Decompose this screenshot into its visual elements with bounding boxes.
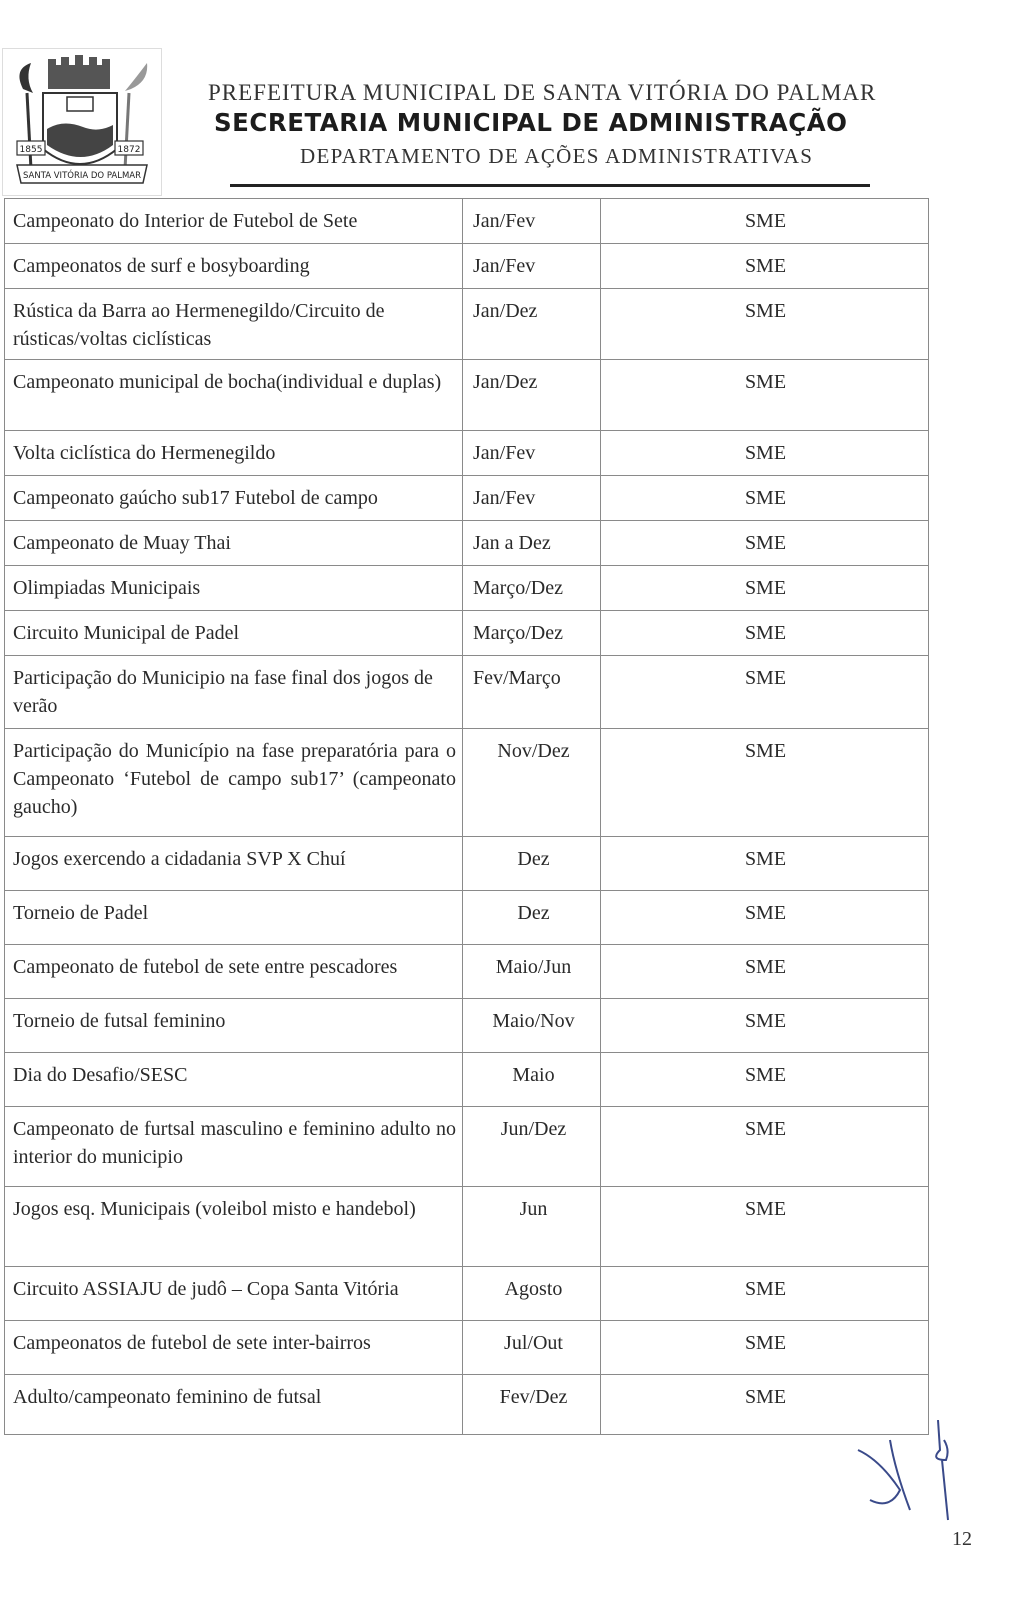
- org-cell: SME: [601, 244, 929, 289]
- header-rule: [230, 184, 870, 187]
- period-cell: Maio/Nov: [463, 999, 601, 1053]
- table-row: [5, 431, 929, 476]
- period-cell: Março/Dez: [463, 611, 601, 656]
- event-cell: Participação do Municipio na fase final dos jogos de verão: [5, 656, 463, 729]
- period-cell: Jan/Fev: [463, 431, 601, 476]
- table-row: [5, 999, 929, 1053]
- event-cell: Olimpiadas Municipais: [5, 566, 463, 611]
- org-cell: SME: [601, 476, 929, 521]
- header-prefecture: PREFEITURA MUNICIPAL DE SANTA VITÓRIA DO PALMAR: [208, 80, 877, 105]
- event-cell: Campeonato do Interior de Futebol de Sete: [5, 199, 463, 244]
- period-cell: Fev/Março: [463, 656, 601, 729]
- org-cell: SME: [601, 521, 929, 566]
- table-row: [5, 360, 929, 431]
- letterhead: [0, 40, 1024, 200]
- event-cell: Torneio de futsal feminino: [5, 999, 463, 1053]
- table-row: [5, 476, 929, 521]
- event-cell: Participação do Município na fase preparatória para o Campeonato ‘Futebol de campo sub17’ (campeonato gaucho): [5, 729, 463, 837]
- page-number: 12: [952, 1528, 972, 1550]
- crest-year-right: 1872: [117, 145, 141, 155]
- period-cell: Maio/Jun: [463, 945, 601, 999]
- org-cell: SME: [601, 360, 929, 431]
- table-row: [5, 199, 929, 244]
- period-cell: Nov/Dez: [463, 729, 601, 837]
- period-cell: Fev/Dez: [463, 1375, 601, 1435]
- table-row: [5, 1107, 929, 1187]
- event-cell: Campeonato de futebol de sete entre pescadores: [5, 945, 463, 999]
- event-cell: Rústica da Barra ao Hermenegildo/Circuito de rústicas/voltas ciclísticas: [5, 289, 463, 360]
- event-cell: Jogos esq. Municipais (voleibol misto e handebol): [5, 1187, 463, 1267]
- period-cell: Jun/Dez: [463, 1107, 601, 1187]
- table-row: [5, 611, 929, 656]
- org-cell: SME: [601, 611, 929, 656]
- crest-drawing: [3, 49, 161, 195]
- org-cell: SME: [601, 999, 929, 1053]
- event-cell: Campeonatos de surf e bosyboarding: [5, 244, 463, 289]
- table-row: [5, 891, 929, 945]
- event-cell: Campeonato de Muay Thai: [5, 521, 463, 566]
- org-cell: SME: [601, 566, 929, 611]
- org-cell: SME: [601, 1375, 929, 1435]
- table-row: [5, 729, 929, 837]
- period-cell: Jun: [463, 1187, 601, 1267]
- event-cell: Campeonato gaúcho sub17 Futebol de campo: [5, 476, 463, 521]
- table-row: [5, 1187, 929, 1267]
- period-cell: Maio: [463, 1053, 601, 1107]
- event-cell: Campeonato municipal de bocha(individual e duplas): [5, 360, 463, 431]
- org-cell: SME: [601, 199, 929, 244]
- period-cell: Março/Dez: [463, 566, 601, 611]
- event-cell: Dia do Desafio/SESC: [5, 1053, 463, 1107]
- event-cell: Volta ciclística do Hermenegildo: [5, 431, 463, 476]
- table-row: [5, 837, 929, 891]
- org-cell: SME: [601, 1321, 929, 1375]
- event-cell: Circuito Municipal de Padel: [5, 611, 463, 656]
- table-row: [5, 244, 929, 289]
- period-cell: Dez: [463, 891, 601, 945]
- event-cell: Torneio de Padel: [5, 891, 463, 945]
- table-row: [5, 1321, 929, 1375]
- org-cell: SME: [601, 945, 929, 999]
- period-cell: Jan a Dez: [463, 521, 601, 566]
- org-cell: SME: [601, 837, 929, 891]
- org-cell: SME: [601, 289, 929, 360]
- period-cell: Agosto: [463, 1267, 601, 1321]
- org-cell: SME: [601, 431, 929, 476]
- table-row: [5, 1053, 929, 1107]
- table-row: [5, 945, 929, 999]
- signature-initials: [850, 1420, 970, 1540]
- event-cell: Circuito ASSIAJU de judô – Copa Santa Vitória: [5, 1267, 463, 1321]
- crest-year-left: 1855: [19, 145, 43, 155]
- period-cell: Jan/Dez: [463, 289, 601, 360]
- org-cell: SME: [601, 1187, 929, 1267]
- table-row: [5, 521, 929, 566]
- table-row: [5, 656, 929, 729]
- events-table: [4, 198, 929, 1435]
- header-secretariat: SECRETARIA MUNICIPAL DE ADMINISTRAÇÃO: [214, 108, 848, 137]
- org-cell: SME: [601, 729, 929, 837]
- table-row: [5, 1375, 929, 1435]
- municipal-crest-icon: [2, 48, 162, 196]
- table-row: [5, 289, 929, 360]
- period-cell: Dez: [463, 837, 601, 891]
- period-cell: Jan/Dez: [463, 360, 601, 431]
- period-cell: Jan/Fev: [463, 244, 601, 289]
- period-cell: Jul/Out: [463, 1321, 601, 1375]
- header-department: DEPARTAMENTO DE AÇÕES ADMINISTRATIVAS: [300, 144, 814, 168]
- crest-banner-text: SANTA VITÓRIA DO PALMAR: [22, 171, 142, 181]
- table-row: [5, 566, 929, 611]
- org-cell: SME: [601, 1267, 929, 1321]
- event-cell: Adulto/campeonato feminino de futsal: [5, 1375, 463, 1435]
- crest-crown: [48, 65, 110, 89]
- event-cell: Jogos exercendo a cidadania SVP X Chuí: [5, 837, 463, 891]
- period-cell: Jan/Fev: [463, 199, 601, 244]
- period-cell: Jan/Fev: [463, 476, 601, 521]
- org-cell: SME: [601, 891, 929, 945]
- event-cell: Campeonatos de futebol de sete inter-bairros: [5, 1321, 463, 1375]
- event-cell: Campeonato de furtsal masculino e feminino adulto no interior do municipio: [5, 1107, 463, 1187]
- table-row: [5, 1267, 929, 1321]
- org-cell: SME: [601, 1053, 929, 1107]
- org-cell: SME: [601, 1107, 929, 1187]
- org-cell: SME: [601, 656, 929, 729]
